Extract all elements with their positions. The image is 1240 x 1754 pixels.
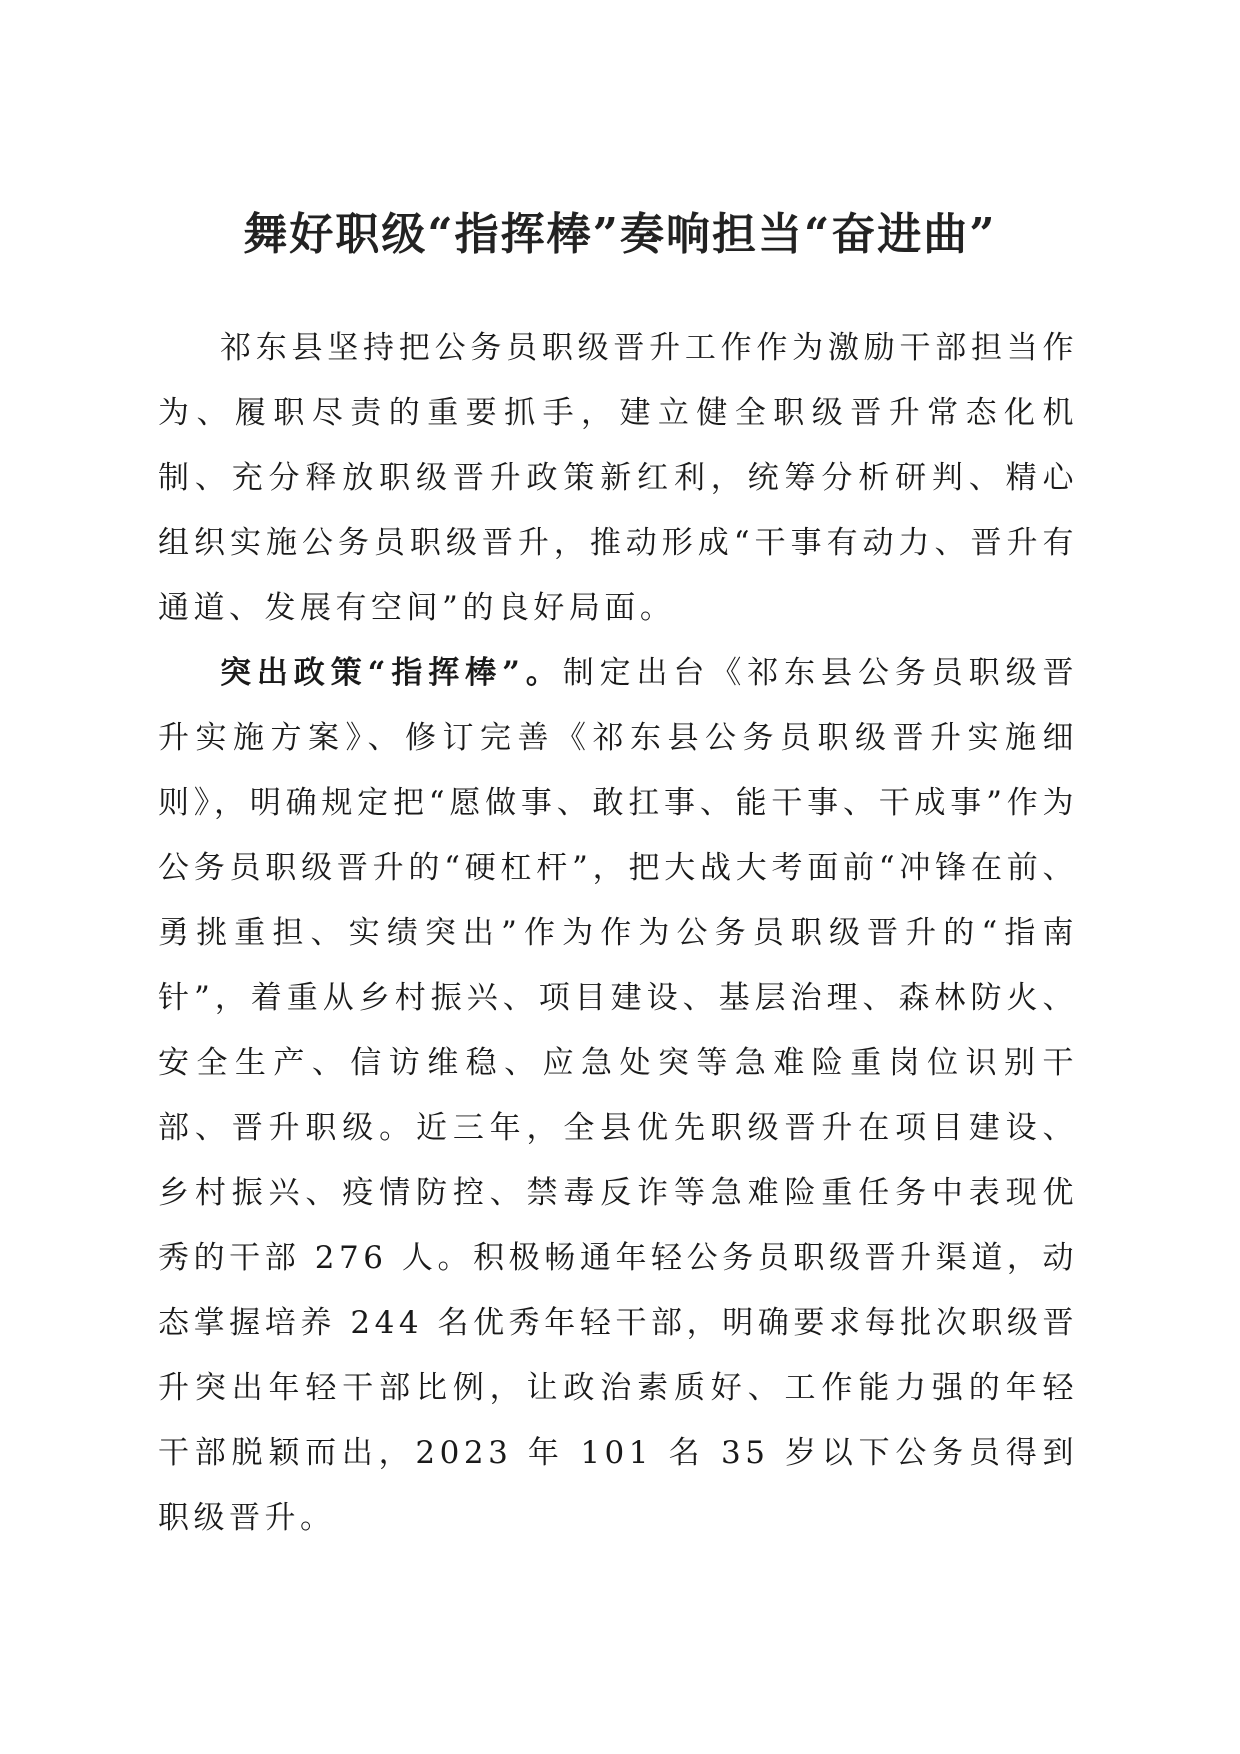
document-body xyxy=(158,316,1078,1551)
intro-paragraph: 祁东县坚持把公务员职级晋升工作作为激励干部担当作为、履职尽责的重要抓手，建立健全职级晋升常态化机制、充分释放职级晋升政策新红利，统筹分析研判、精心组织实施公务员职级晋升，推动形成“干事有动力、晋升有通道、发展有空间”的良好局面。 xyxy=(158,330,1078,626)
policy-paragraph-body: 制定出台《祁东县公务员职级晋升实施方案》、修订完善《祁东县公务员职级晋升实施细则》，明确规定把“愿做事、敢扛事、能干事、干成事”作为公务员职级晋升的“硬杠杆”，把大战大考面前“冲锋在前、勇挑重担、实绩突出”作为作为公务员职级晋升的“指南针”，着重从乡村振兴、项目建设、基层治理、森林防火、安全生产、信访维稳、应急处突等急难险重岗位识别干部、晋升职级。近三年，全县优先职级晋升在项目建设、乡村振兴、疫情防控、禁毒反诈等急难险重任务中表现优秀的干部 276 人。积极畅通年轻公务员职级晋升渠道，动态掌握培养 244 名优秀年轻干部，明确要求每批次职级晋升突出年轻干部比例，让政治素质好、工作能力强的年轻干部脱颖而出，2023 年 101 名 35 岁以下公务员得到职级晋升。 xyxy=(158,655,1078,1536)
policy-paragraph xyxy=(158,641,1078,1551)
document-title: 舞好职级“指挥棒”奏响担当“奋进曲” xyxy=(243,209,997,261)
policy-paragraph-lead: 突出政策“指挥棒”。 xyxy=(220,655,563,691)
